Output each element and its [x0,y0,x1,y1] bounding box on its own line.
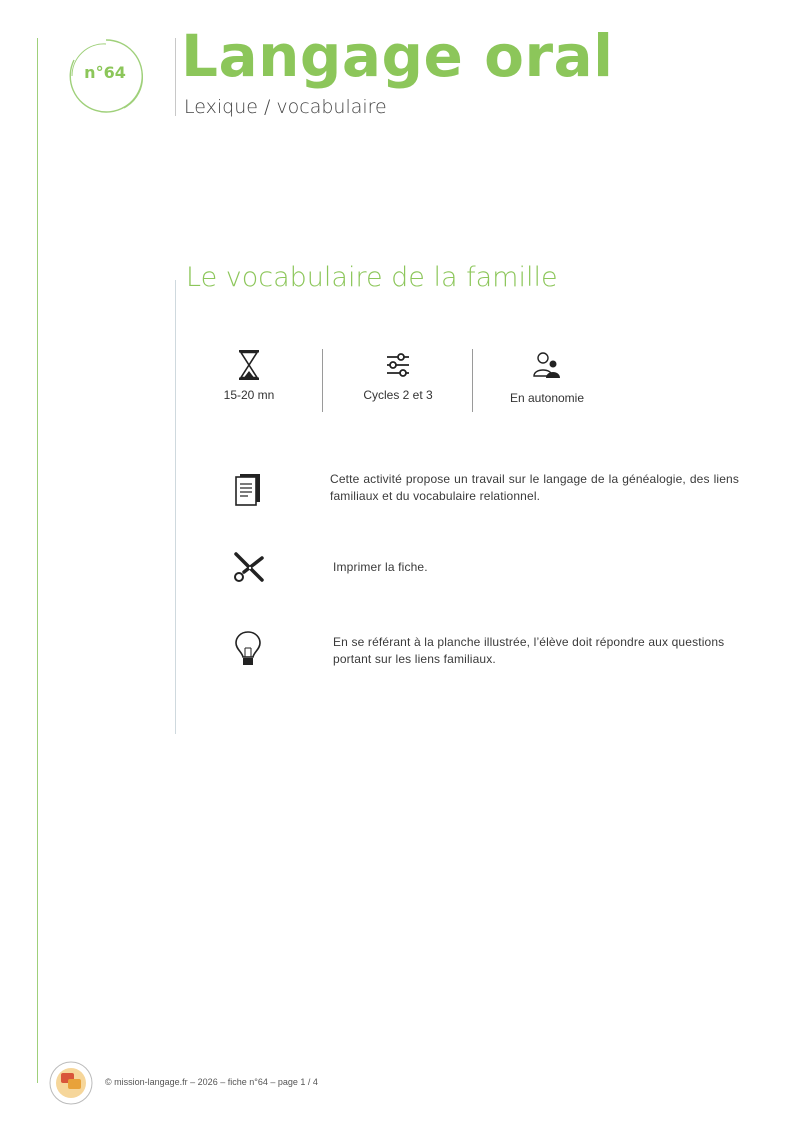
page-title: Langage oral [181,22,614,90]
lightbulb-icon [228,628,268,668]
document-icon [228,470,268,510]
info-level [323,348,473,402]
site-logo [48,1059,94,1107]
left-margin-rule [37,38,38,1083]
title-divider [175,38,176,116]
sheet-number-badge [66,36,146,116]
scissors-icon [228,548,268,588]
info-duration [174,348,324,402]
user-icon [532,348,562,382]
logo-icon [48,1059,94,1107]
preparation-text: Imprimer la fiche. [333,560,428,574]
description-text: Cette activité propose un travail sur le langage de la généalogie, des liens familiaux et du vocabulaire relationnel. [330,472,739,503]
duration-label: 15-20 mn [223,388,275,402]
sheet-number: n°64 [84,63,126,82]
mode-label: En autonomie [509,391,585,405]
hourglass-icon [234,348,264,382]
activity-title: Le vocabulaire de la famille [186,262,558,293]
sliders-icon [383,348,413,382]
footer-copyright: © mission-langage.fr – 2026 – fiche n°64 – page 1 / 4 [105,1077,318,1087]
page-subtitle: Lexique / vocabulaire [184,96,387,118]
level-label: Cycles 2 et 3 [363,388,433,402]
info-mode [472,348,622,405]
instructions-text: En se référant à la planche illustrée, l’élève doit répondre aux questions portant sur les liens familiaux. [333,635,725,666]
